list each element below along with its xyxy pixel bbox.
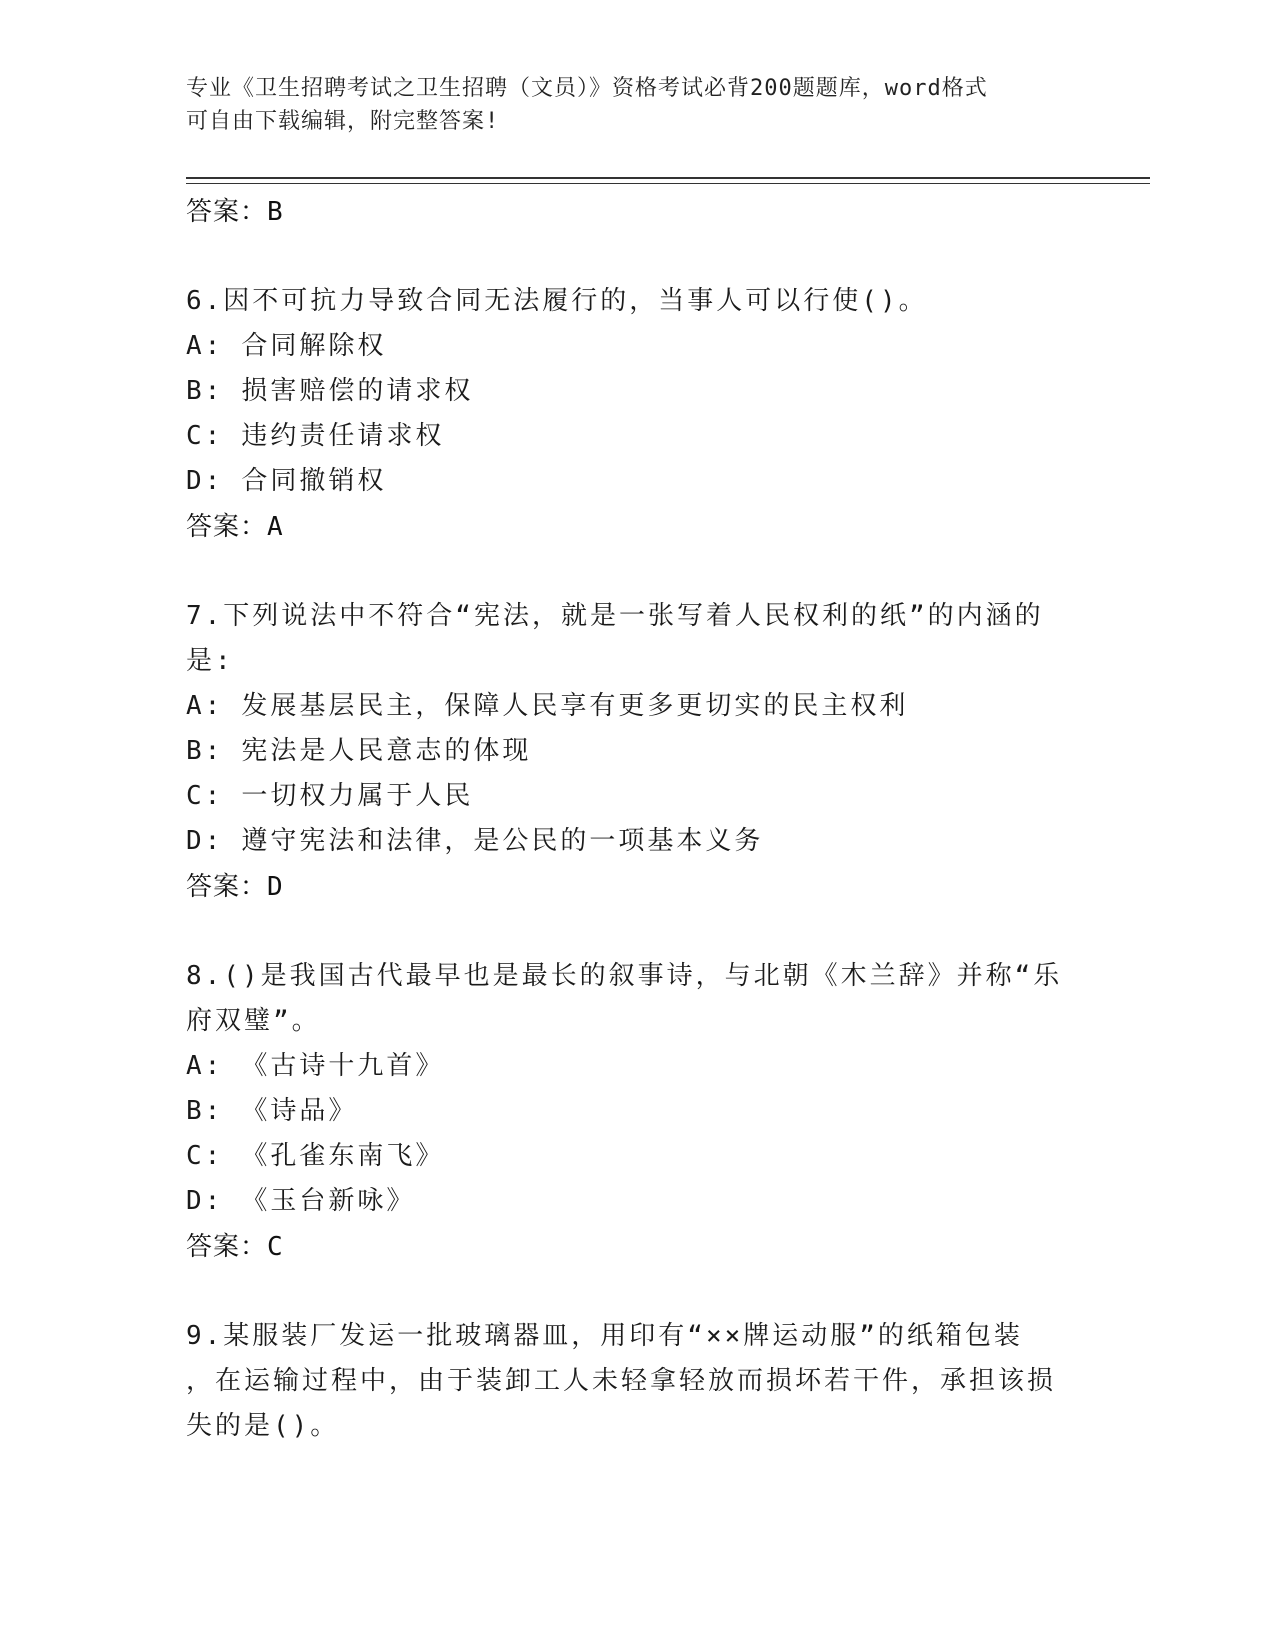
- option-text: 违约责任请求权: [241, 421, 445, 451]
- option-text: 损害赔偿的请求权: [241, 376, 474, 406]
- question-9: [186, 1314, 1066, 1449]
- header-line-1: 专业《卫生招聘考试之卫生招聘（文员）》资格考试必背200题题库，word格式: [186, 76, 988, 101]
- option-key: D:: [186, 1186, 224, 1216]
- answer-label: 答案：: [186, 512, 268, 542]
- option-a: [186, 684, 1066, 729]
- option-a: [186, 1044, 1066, 1089]
- option-key: A:: [186, 331, 224, 361]
- question-6: [186, 279, 1066, 550]
- header-line-2: 可自由下载编辑，附完整答案!: [186, 109, 500, 134]
- option-d: [186, 819, 1066, 864]
- option-text: 一切权力属于人民: [241, 781, 474, 811]
- option-key: A:: [186, 691, 224, 721]
- question-8: [186, 954, 1066, 1270]
- answer-value: D: [267, 872, 284, 902]
- header-divider-thin: [186, 183, 1150, 184]
- question-stem-line-1: 8.()是我国古代最早也是最长的叙事诗，与北朝《木兰辞》并称“乐: [186, 961, 1063, 991]
- option-key: D:: [186, 826, 224, 856]
- option-a: [186, 324, 1066, 369]
- answer-line: [186, 864, 1066, 910]
- question-stem-line-2: 是:: [186, 646, 234, 676]
- answer-label: 答案：: [186, 872, 268, 902]
- answer-line: [186, 504, 1066, 550]
- option-d: [186, 1179, 1066, 1224]
- option-c: [186, 414, 1066, 459]
- answer-value: B: [267, 197, 284, 227]
- option-key: B:: [186, 736, 224, 766]
- question-stem-line-3: 失的是()。: [186, 1411, 340, 1441]
- option-text: 发展基层民主，保障人民享有更多更切实的民主权利: [241, 691, 909, 721]
- answer-line: [186, 189, 1066, 235]
- option-key: C:: [186, 781, 224, 811]
- question-7: [186, 594, 1066, 910]
- question-stem-line-1: 9.某服装厂发运一批玻璃器皿，用印有“××牌运动服”的纸箱包装: [186, 1321, 1023, 1351]
- option-b: [186, 1089, 1066, 1134]
- document-header: [186, 72, 1066, 138]
- option-text: 合同解除权: [241, 331, 387, 361]
- header-divider-thick: [186, 177, 1150, 179]
- answer-label: 答案：: [186, 1232, 268, 1262]
- option-key: A:: [186, 1051, 224, 1081]
- option-key: B:: [186, 1096, 224, 1126]
- option-key: B:: [186, 376, 224, 406]
- question-stem: 6.因不可抗力导致合同无法履行的，当事人可以行使()。: [186, 286, 928, 316]
- option-key: D:: [186, 466, 224, 496]
- option-text: 宪法是人民意志的体现: [241, 736, 532, 766]
- answer-value: C: [267, 1232, 284, 1262]
- option-key: C:: [186, 1141, 224, 1171]
- option-c: [186, 1134, 1066, 1179]
- answer-line: [186, 1224, 1066, 1270]
- option-b: [186, 369, 1066, 414]
- option-b: [186, 729, 1066, 774]
- option-text: 《古诗十九首》: [241, 1051, 445, 1081]
- question-stem-line-2: ，在运输过程中，由于装卸工人未轻拿轻放而损坏若干件，承担该损: [186, 1366, 1057, 1396]
- option-text: 《玉台新咏》: [241, 1186, 416, 1216]
- document-body: [186, 189, 1066, 1449]
- question-stem-line-1: 7.下列说法中不符合“宪法，就是一张写着人民权利的纸”的内涵的: [186, 601, 1044, 631]
- option-text: 合同撤销权: [241, 466, 387, 496]
- answer-label: 答案：: [186, 197, 268, 227]
- option-text: 遵守宪法和法律，是公民的一项基本义务: [241, 826, 764, 856]
- option-key: C:: [186, 421, 224, 451]
- answer-value: A: [267, 512, 284, 542]
- option-d: [186, 459, 1066, 504]
- option-text: 《诗品》: [241, 1096, 358, 1126]
- option-c: [186, 774, 1066, 819]
- option-text: 《孔雀东南飞》: [241, 1141, 445, 1171]
- question-stem-line-2: 府双璧”。: [186, 1006, 321, 1036]
